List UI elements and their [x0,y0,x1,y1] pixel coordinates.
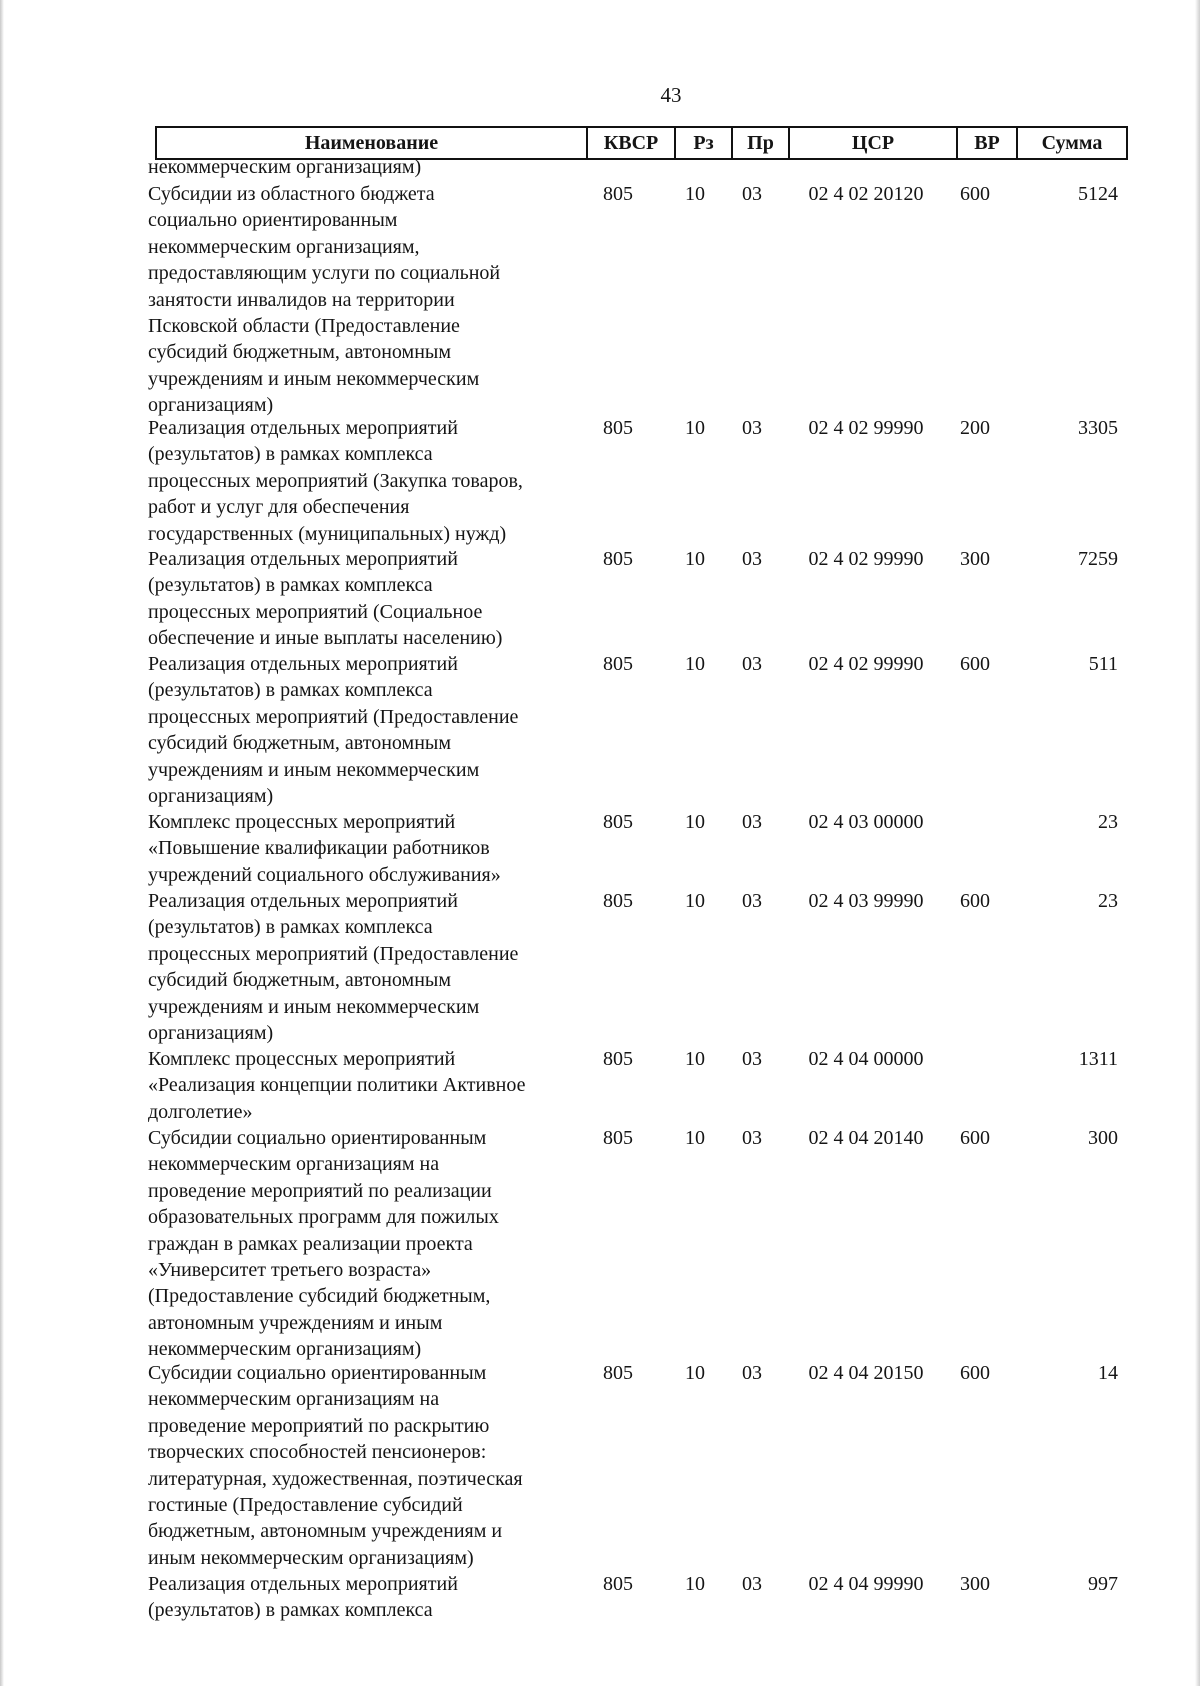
row-sum: 23 [1098,811,1118,833]
row-kvsr: 805 [603,811,633,833]
header-csr: ЦСР [788,128,956,158]
row-sum: 997 [1088,1573,1118,1595]
header-kvsr: КВСР [586,128,674,158]
row-csr: 02 4 03 99990 [808,890,924,912]
row-kvsr: 805 [603,1573,633,1595]
row-sum: 300 [1088,1127,1118,1149]
row-sum: 7259 [1078,548,1118,570]
row-vr: 200 [960,417,990,439]
row-csr: 02 4 02 99990 [808,548,924,570]
row-pr: 03 [742,417,762,439]
row-pr: 03 [742,1048,762,1070]
row-csr: 02 4 04 99990 [808,1573,924,1595]
row-pr: 03 [742,653,762,675]
row-sum: 3305 [1078,417,1118,439]
row-csr: 02 4 02 99990 [808,417,924,439]
row-sum: 23 [1098,890,1118,912]
row-sum: 14 [1098,1362,1118,1384]
row-name: Комплекс процессных мероприятий «Повышение квалификации работников учреждений социального обслуживания» [148,811,501,886]
row-csr: 02 4 04 20150 [808,1362,924,1384]
row-pr: 03 [742,548,762,570]
row-pr: 03 [742,1573,762,1595]
row-pr: 03 [742,811,762,833]
row-vr: 600 [960,1362,990,1384]
row-rz: 10 [685,653,705,675]
row-name: Субсидии из областного бюджета социально ориентированным некоммерческим организациям, предоставляющим услуги по социальной занятости инвалидов на территории Псковской области (Предоставление субсидий бюджетным, автономным учреждениям и иным некоммерческим организациям) [148,183,501,417]
row-sum: 5124 [1078,183,1118,205]
header-sum: Сумма [1016,128,1126,158]
row-rz: 10 [685,1573,705,1595]
row-name: Субсидии социально ориентированным некоммерческим организациям на проведение мероприятий по реализации образовательных программ для пожилых граждан в рамках реализации проекта «Университет третьего возраста» (Предоставление субсидий бюджетным, автономным учреждениям и иным некоммерческим организациям) [148,1127,499,1361]
row-csr: 02 4 04 00000 [808,1048,924,1070]
row-csr: 02 4 02 99990 [808,653,924,675]
row-name: Комплекс процессных мероприятий «Реализация концепции политики Активное долголетие» [148,1048,526,1123]
row-rz: 10 [685,1048,705,1070]
row-vr: 600 [960,653,990,675]
row-name: Реализация отдельных мероприятий (результатов) в рамках комплекса процессных мероприятий (Закупка товаров, работ и услуг для обеспечения государственных (муниципальных) нужд) [148,417,523,545]
row-kvsr: 805 [603,548,633,570]
row-csr: 02 4 04 20140 [808,1127,924,1149]
row-vr: 600 [960,1127,990,1149]
row-kvsr: 805 [603,1048,633,1070]
header-pr: Пр [731,128,788,158]
header-vr: ВР [956,128,1016,158]
row-sum: 511 [1088,653,1118,675]
row-pr: 03 [742,1362,762,1384]
row-kvsr: 805 [603,417,633,439]
row-pr: 03 [742,1127,762,1149]
row-csr: 02 4 02 20120 [808,183,924,205]
row-name: Реализация отдельных мероприятий (результатов) в рамках комплекса [148,1573,458,1622]
row-name: некоммерческим организациям) [148,156,422,178]
row-vr: 300 [960,1573,990,1595]
row-csr: 02 4 03 00000 [808,811,924,833]
row-vr: 600 [960,890,990,912]
row-rz: 10 [685,1362,705,1384]
row-rz: 10 [685,890,705,912]
row-kvsr: 805 [603,890,633,912]
header-rz: Рз [674,128,731,158]
row-kvsr: 805 [603,1127,633,1149]
row-rz: 10 [685,1127,705,1149]
row-kvsr: 805 [603,183,633,205]
row-name: Реализация отдельных мероприятий (результатов) в рамках комплекса процессных мероприятий (Предоставление субсидий бюджетным, автономным учреждениям и иным некоммерческим организациям) [148,653,519,808]
row-name: Субсидии социально ориентированным некоммерческим организациям на проведение мероприятий по раскрытию творческих способностей пенсионеров: литературная, художественная, поэтическая гостиные (Предоставление субсидий бюджетным, автономным учреждениям и иным некоммерческим организациям) [148,1362,523,1569]
row-rz: 10 [685,811,705,833]
row-kvsr: 805 [603,1362,633,1384]
row-rz: 10 [685,548,705,570]
row-kvsr: 805 [603,653,633,675]
row-vr: 300 [960,548,990,570]
row-rz: 10 [685,183,705,205]
row-pr: 03 [742,183,762,205]
row-sum: 1311 [1078,1048,1118,1070]
row-name: Реализация отдельных мероприятий (результатов) в рамках комплекса процессных мероприятий (Предоставление субсидий бюджетным, автономным учреждениям и иным некоммерческим организациям) [148,890,519,1045]
row-rz: 10 [685,417,705,439]
row-pr: 03 [742,890,762,912]
header-name: Наименование [304,132,439,154]
row-vr: 600 [960,183,990,205]
row-name: Реализация отдельных мероприятий (результатов) в рамках комплекса процессных мероприятий (Социальное обеспечение и иные выплаты населению) [148,548,503,650]
page-number: 43 [660,83,682,107]
